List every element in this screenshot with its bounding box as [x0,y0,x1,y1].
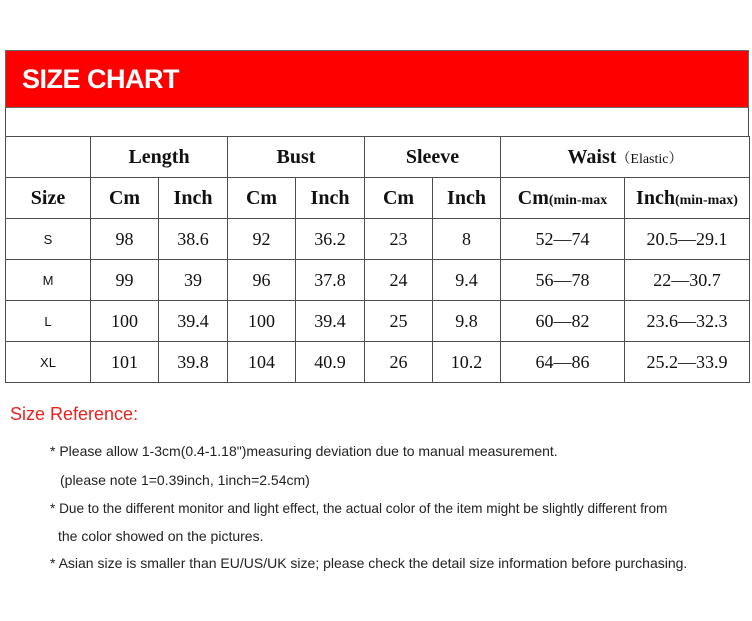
reference-note: (please note 1=0.39inch, 1inch=2.54cm) [60,472,310,488]
bust-cm-cell: 92 [228,219,296,260]
size-chart-banner [5,50,749,108]
size-cell: M [6,260,91,301]
waist-inch-cell: 22—30.7 [625,260,750,301]
waist-inch-range-note: (min-max) [674,192,738,208]
table-row [6,219,750,260]
waist-header [501,137,750,178]
size-cell: XL [6,342,91,383]
size-table [5,136,750,383]
bust-inch-cell: 39.4 [296,301,365,342]
bust-cm-cell: 100 [228,301,296,342]
bust-header: Bust [228,137,365,178]
sleeve-header: Sleeve [365,137,501,178]
bust-cm-cell: 104 [228,342,296,383]
bust-cm-header: Cm [228,178,296,219]
sleeve-inch-header: Inch [433,178,501,219]
waist-cm-cell: 52—74 [501,219,625,260]
waist-elastic-note: （Elastic） [616,151,683,167]
sleeve-inch-cell: 10.2 [433,342,501,383]
length-header: Length [91,137,228,178]
waist-inch-cell: 23.6—32.3 [625,301,750,342]
sleeve-inch-cell: 8 [433,219,501,260]
waist-label: Waist [567,145,617,168]
waist-inch-cell: 20.5—29.1 [625,219,750,260]
waist-inch-label: Inch [636,186,675,209]
bust-inch-cell: 40.9 [296,342,365,383]
sleeve-inch-cell: 9.4 [433,260,501,301]
waist-cm-cell: 64—86 [501,342,625,383]
table-row [6,301,750,342]
length-cm-cell: 101 [91,342,159,383]
size-cell: S [6,219,91,260]
group-header-row [6,137,750,178]
length-cm-cell: 99 [91,260,159,301]
length-inch-cell: 39 [159,260,228,301]
length-cm-cell: 98 [91,219,159,260]
blank-row [5,107,749,137]
length-inch-cell: 39.8 [159,342,228,383]
bust-inch-header: Inch [296,178,365,219]
waist-cm-range-note: (min-max [548,192,608,208]
length-inch-header: Inch [159,178,228,219]
bust-inch-cell: 36.2 [296,219,365,260]
sleeve-cm-header: Cm [365,178,433,219]
sleeve-cm-cell: 23 [365,219,433,260]
reference-note: * Due to the different monitor and light effect, the actual color of the item might be slightly different from [50,501,668,516]
reference-note: the color showed on the pictures. [58,528,264,544]
size-column-header: Size [6,178,91,219]
sleeve-cm-cell: 24 [365,260,433,301]
waist-cm-header [501,178,625,219]
table-row [6,260,750,301]
length-cm-cell: 100 [91,301,159,342]
length-inch-cell: 38.6 [159,219,228,260]
sleeve-cm-cell: 26 [365,342,433,383]
bust-cm-cell: 96 [228,260,296,301]
waist-cm-label: Cm [517,186,549,209]
length-cm-header: Cm [91,178,159,219]
sleeve-inch-cell: 9.8 [433,301,501,342]
sleeve-cm-cell: 25 [365,301,433,342]
waist-cm-cell: 60—82 [501,301,625,342]
size-cell: L [6,301,91,342]
banner-title: SIZE CHART [22,64,179,94]
unit-header-row [6,178,750,219]
table-row [6,342,750,383]
waist-inch-cell: 25.2—33.9 [625,342,750,383]
waist-inch-header [625,178,750,219]
reference-note: * Please allow 1-3cm(0.4-1.18")measuring deviation due to manual measurement. [50,443,558,459]
empty-corner-cell [6,137,91,178]
waist-cm-cell: 56—78 [501,260,625,301]
reference-note: * Asian size is smaller than EU/US/UK size; please check the detail size information before purchasing. [50,555,688,571]
size-reference-title: Size Reference: [10,404,139,424]
bust-inch-cell: 37.8 [296,260,365,301]
length-inch-cell: 39.4 [159,301,228,342]
